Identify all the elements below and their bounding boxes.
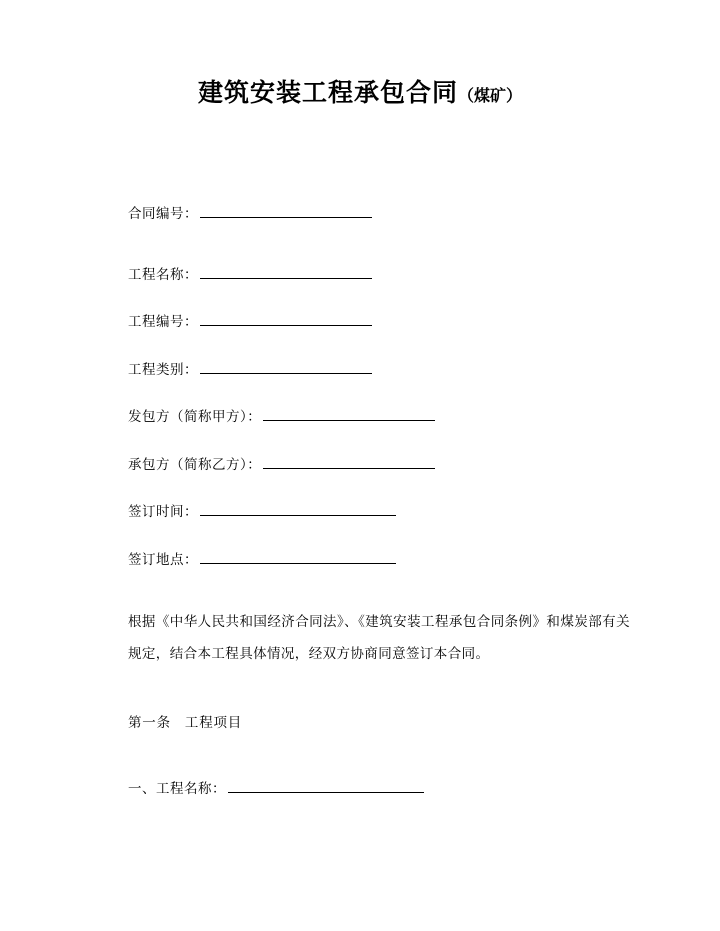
field-project-name [128,265,630,282]
field-project-number [128,312,630,329]
sub-item-blank-line[interactable] [228,779,424,793]
spacer [128,221,630,265]
field-party-b [128,455,630,472]
field-label: 工程类别： [128,361,198,377]
field-blank-line[interactable] [200,502,396,516]
field-contract-number [128,204,630,221]
field-blank-line[interactable] [200,360,372,374]
document-body [0,204,720,797]
field-blank-line[interactable] [200,312,372,326]
preamble-paragraph: 根据《中华人民共和国经济合同法》、《建筑安装工程承包合同条例》和煤炭部有关规定，结合本工程具体情况，经双方协商同意签订本合同。 [128,614,630,661]
field-label: 签订时间： [128,504,198,519]
field-label: 工程编号： [128,314,198,329]
field-party-a [128,407,630,424]
sub-item-label: 一、工程名称： [128,781,226,797]
clause-number: 第一条 [128,715,171,731]
page-title-sub: （煤矿） [458,88,523,105]
field-label: 承包方（简称乙方）： [128,456,262,472]
field-blank-line[interactable] [200,550,396,564]
clause-title: 工程项目 [184,715,243,731]
page-title [0,0,720,108]
spacer [128,376,630,407]
field-label: 签订地点： [128,551,198,567]
field-blank-line[interactable] [200,204,372,218]
field-blank-line[interactable] [200,265,372,279]
clause-one-heading [128,711,630,731]
spacer [128,519,630,550]
field-label: 发包方（简称甲方）： [128,409,262,424]
field-sign-date [128,502,630,519]
spacer [128,281,630,312]
field-blank-line[interactable] [263,455,435,469]
field-blank-line[interactable] [263,407,435,421]
field-label: 工程名称： [128,266,198,282]
field-label: 合同编号： [128,206,198,221]
spacer [128,329,630,360]
sub-item-project-name [128,777,630,797]
page-title-main: 建筑安装工程承包合同 [197,79,458,107]
field-sign-place [128,550,630,567]
spacer [128,471,630,502]
spacer [128,424,630,455]
field-project-category [128,360,630,377]
